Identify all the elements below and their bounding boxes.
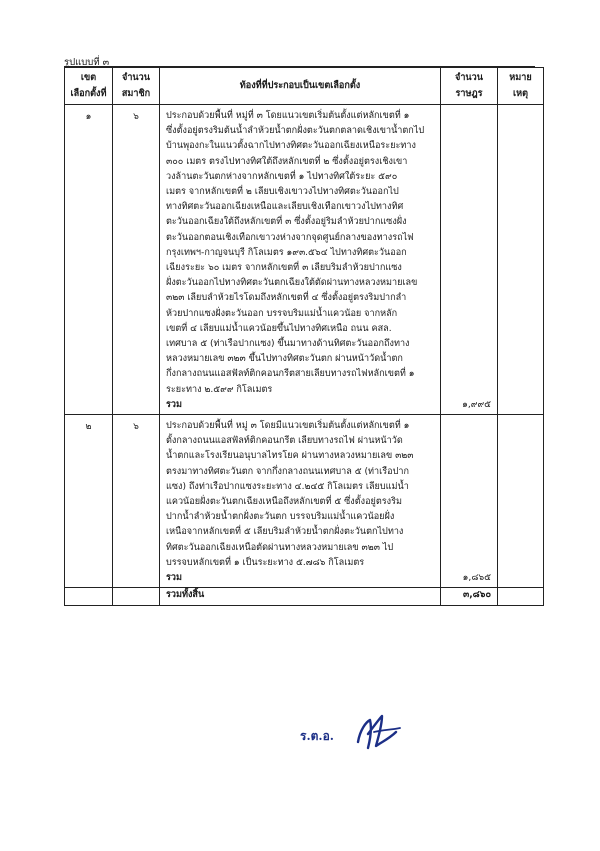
area-description: ประกอบด้วยพื้นที่ หมู่ ๓ โดยมีแนวเขตเริ่มต้นตั้งแต่หลักเขตที่ ๑ ตั้งกลางถนนแอสฟัลท์ติกคอนกรีต เลียบทางรถไฟ ผ่านหน้าวัด น้ำตกและโรงเรียนอนุบาลไทรโยค ผ่านทางหลวงหมายเลข ๓๒๓ ตรงมาทางทิศตะวันตก จากกึ่งกลางถนนเทศบาล ๕ (ท่าเรือปาก แซง) ถึงท่าเรือปากแซงระยะทาง ๔.๒๔๕ กิโลเมตร เลียบแม่น้ำ แควน้อยฝั่งตะวันตกเฉียงเหนือถึงหลักเขตที่ ๕ ซึ่งตั้งอยู่ตรงริม ปากน้ำลำห้วยน้ำตกฝั่งตะวันตก บรรจบริมแม่น้ำแควน้อยฝั่ง เหนือจากหลักเขตที่ ๕ เลียบริมลำห้วยน้ำตกฝั่งตะวันตกไปทาง ทิศตะวันออกเฉียงเหนือตัดผ่านทางหลวงหมายเลข ๓๒๓ ไป บรรจบหลักเขตที่ ๑ เป็นระยะทาง ๕.๗๘๖ กิโลเมตร xyxy=(166,421,414,568)
remarks-cell xyxy=(498,415,544,588)
header-district: เขต เลือกตั้งที่ xyxy=(65,68,113,105)
remarks-cell xyxy=(498,105,544,415)
population-subtotal: ๑,๘๖๕ xyxy=(441,415,498,588)
member-count: ๖ xyxy=(113,105,160,415)
subtotal-label: รวม xyxy=(166,399,182,410)
grand-total-row xyxy=(65,588,544,606)
table-row xyxy=(65,415,544,588)
grand-total-label: รวมทั้งสิ้น xyxy=(160,588,441,606)
electoral-district-table xyxy=(64,67,544,606)
signature-initials: ร.ต.อ. xyxy=(300,729,334,743)
population-subtotal: ๑,๙๙๕ xyxy=(441,105,498,415)
area-description-cell xyxy=(160,105,441,415)
member-count: ๖ xyxy=(113,415,160,588)
area-description: ประกอบด้วยพื้นที่ หมู่ที่ ๓ โดยแนวเขตเริ่มต้นตั้งแต่หลักเขตที่ ๑ ซึ่งตั้งอยู่ตรงริมต้นน้ำลำห้วยน้ำตกฝั่งตะวันตกตลาดเชิงเขาน้ำตกไป บ้านพุองกะในแนวตั้งฉากไปทางทิศตะวันออกเฉียงเหนือระยะทาง ๓๐๐ เมตร ตรงไปทางทิศใต้ถึงหลักเขตที่ ๒ ซึ่งตั้งอยู่ตรงเชิงเขา วงล้านตะวันตกห่างจากหลักเขตที่ ๑ ไปทางทิศใต้ระยะ ๕๙๐ เมตร จากหลักเขตที่ ๒ เลียบเชิงเขาวงไปทางทิศตะวันออกไป ทางทิศตะวันออกเฉียงเหนือและเลียบเชิงเทือกเขาวงไปทางทิศ ตะวันออกเฉียงใต้ถึงหลักเขตที่ ๓ ซึ่งตั้งอยู่ริมลำห้วยปากแซงฝั่ง ตะวันออกตอนเชิงเทือกเขาวงห่างจากจุดศูนย์กลางของทางรถไฟ กรุงเทพฯ-กาญจนบุรี กิโลเมตร ๑๙๓.๕๖๔ ไปทางทิศตะวันออก เฉียงระยะ ๖๐ เมตร จากหลักเขตที่ ๓ เลียบริมลำห้วยปากแซง ฝั่งตะวันออกไปทางทิศตะวันตกเฉียงใต้ตัดผ่านทางหลวงหมายเลข ๓๒๓ เลียบลำห้วยไรโดมถึงหลักเขตที่ ๔ ซึ่งตั้งอยู่ตรงริมปากลำ ห้วยปากแซงฝั่งตะวันออก บรรจบริมแม่น้ำแควน้อย จากหลัก เขตที่ ๔ เลียบแม่น้ำแควน้อยขึ้นไปทางทิศเหนือ ถนน คสล. เทศบาล ๕ (ท่าเรือปากแซง) ขึ้นมาทางด้านทิศตะวันออกถึงทาง หลวงหมายเลข ๓๒๓ ขึ้นไปทางทิศตะวันตก ผ่านหน้าวัดน้ำตก กึ่งกลางถนนแอสฟัลท์ติกคอนกรีตสายเลียบทางรถไฟหลักเขตที่ ๑ ระยะทาง ๒.๕๙๙ กิโลเมตร xyxy=(166,111,425,395)
subtotal-label: รวม xyxy=(166,573,182,584)
area-description-cell xyxy=(160,415,441,588)
header-members: จำนวน สมาชิก xyxy=(113,68,160,105)
empty-cell xyxy=(498,588,544,606)
form-number-label: รูปแบบที่ ๓ xyxy=(64,57,110,68)
table-header-row xyxy=(65,68,544,105)
header-population: จำนวน ราษฎร xyxy=(441,68,498,105)
handwritten-signature xyxy=(352,712,408,756)
district-number: ๒ xyxy=(65,415,113,588)
empty-cell xyxy=(65,588,113,606)
district-number: ๑ xyxy=(65,105,113,415)
header-remarks: หมาย เหตุ xyxy=(498,68,544,105)
empty-cell xyxy=(113,588,160,606)
grand-total-value: ๓,๘๖๐ xyxy=(441,588,498,606)
table-row xyxy=(65,105,544,415)
header-area: ท้องที่ที่ประกอบเป็นเขตเลือกตั้ง xyxy=(160,68,441,105)
